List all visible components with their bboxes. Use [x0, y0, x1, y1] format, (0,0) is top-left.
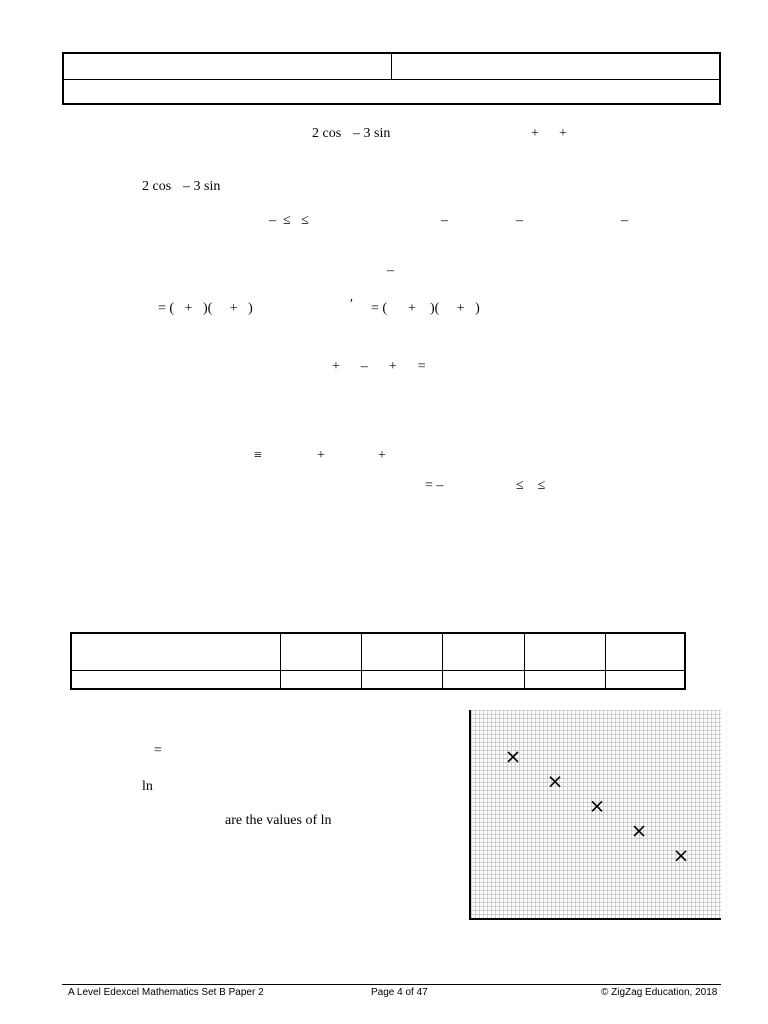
lower-values-text: are the values of ln	[225, 813, 332, 828]
line7-plus-2: +	[378, 448, 386, 463]
line6-equation: + – + =	[332, 359, 426, 374]
line4-minus: –	[387, 263, 394, 278]
data-table-col-divider	[361, 634, 362, 688]
footer-page-number: Page 4 of 47	[371, 987, 428, 998]
line3-minus-2: –	[516, 213, 523, 228]
line8-equals-minus: = –	[425, 478, 444, 493]
lower-ln: ln	[142, 779, 153, 794]
data-point-2	[550, 777, 560, 787]
line5-right: = ( + )( + )	[371, 301, 480, 316]
header-table-divider	[391, 54, 392, 79]
data-point-1	[508, 752, 518, 762]
data-point-5	[676, 851, 686, 861]
scatter-plot	[471, 710, 723, 920]
data-table	[70, 632, 686, 690]
line2-three-sin: – 3 sin	[183, 179, 221, 194]
data-table-col-divider	[524, 634, 525, 688]
line8-range: ≤ ≤	[516, 478, 546, 493]
expr-three-sin: – 3 sin	[353, 126, 391, 141]
line5-left: = ( + )( + )	[158, 301, 253, 316]
line7-plus-1: +	[317, 448, 325, 463]
data-table-col-divider	[442, 634, 443, 688]
footer-copyright: © ZigZag Education, 2018	[601, 987, 718, 998]
footer-left: A Level Edexcel Mathematics Set B Paper 2	[68, 987, 264, 998]
lower-equals: =	[154, 743, 162, 758]
footer-rule	[62, 984, 721, 985]
data-table-col-divider	[280, 634, 281, 688]
line3-range: – ≤ ≤	[269, 213, 309, 228]
data-table-row-divider	[72, 670, 684, 671]
line3-minus-3: –	[621, 213, 628, 228]
expr-two-cos: 2 cos	[312, 126, 342, 141]
line7-equiv: ≡	[254, 448, 262, 463]
line3-minus-1: –	[441, 213, 448, 228]
data-point-3	[592, 801, 602, 811]
expr-plus-a: +	[531, 126, 539, 141]
header-table	[62, 52, 721, 105]
expr-plus-b: +	[559, 126, 567, 141]
data-table-col-divider	[605, 634, 606, 688]
line2-two-cos: 2 cos	[142, 179, 172, 194]
scatter-graph	[469, 710, 721, 920]
data-point-4	[634, 826, 644, 836]
line5-prime: ′	[350, 297, 354, 312]
